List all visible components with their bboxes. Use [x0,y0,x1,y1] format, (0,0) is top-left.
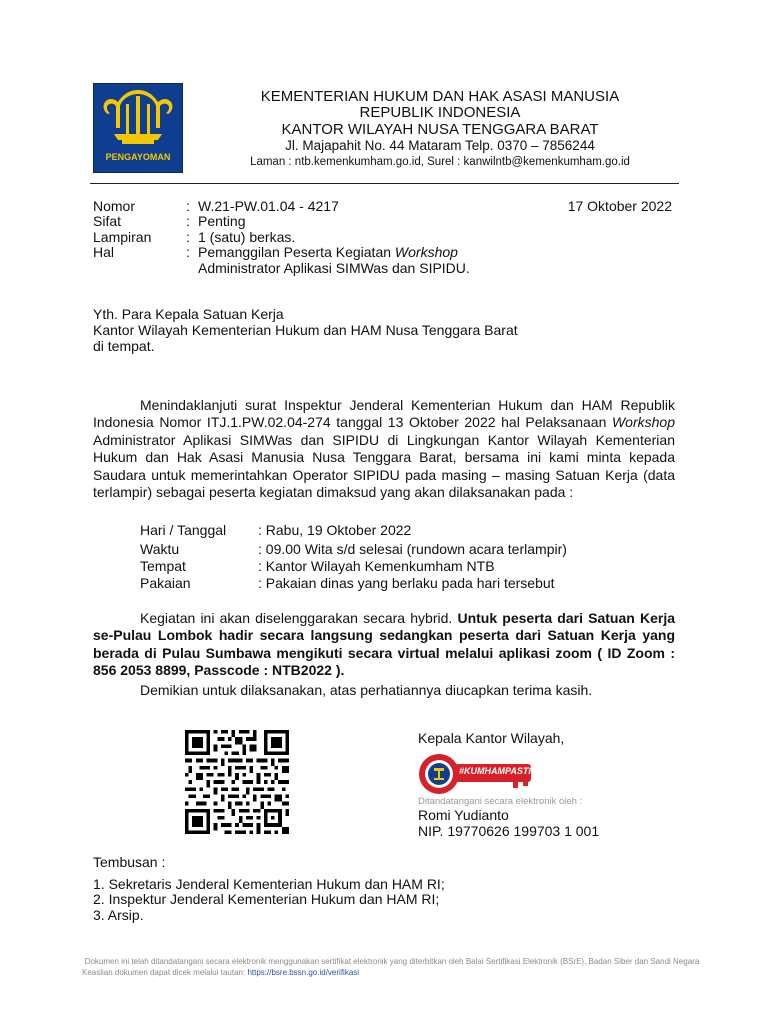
verification-link[interactable]: https://bsre.bssn.go.id/verifikasi [247,968,360,977]
p2-bold: Untuk peserta dari Satuan Kerja se-Pulau Lombok hadir secara langsung sedangkan peserta dari Satuan Kerja yang berada di Pulau Sumbawa mengikuti secara virtual melalui aplikasi zoom ( ID Zoom : 856 2053 8899, Passcode : NTB2022 ). [93,610,675,679]
letterhead-republic: REPUBLIK INDONESIA [359,104,521,121]
nomor-colon: : [186,198,190,214]
footer-line1: Dokumen ini telah ditandatangani secara elektronik menggunakan sertifikat elektronik yang diterbitkan oleh Balai Sertifikasi Elektronik (BSrE), Badan Siber dan Sandi Negara [84,957,700,966]
lampiran-value: 1 (satu) berkas. [198,229,296,245]
p1-text-b: Administrator Aplikasi SIMWas dan SIPIDU di Lingkungan Kantor Wilayah Kementerian Hukum dan Hak Asasi Manusia Nusa Tenggara Barat, bersama ini kami minta kepada Saudara untuk memerintahkan Operator SIPIDU pada masing – masing Satuan Kerja (data terlampir) sebagai peserta kegiatan dimaksud yang akan dilaksanakan pada : [93,431,675,501]
hal-italic: Workshop [394,244,458,260]
signature-title: Kepala Kantor Wilayah, [418,730,565,746]
qr-code-icon [185,730,289,834]
logo-text: PENGAYOMAN [105,152,171,162]
letter-date: 17 Oktober 2022 [567,198,672,214]
detail-value-date: : Rabu, 19 Oktober 2022 [258,522,412,538]
letterhead-ministry: KEMENTERIAN HUKUM DAN HAK ASASI MANUSIA [260,88,620,105]
sifat-label: Sifat [93,213,122,229]
p2-text: Kegiatan ini akan diselenggarakan secara hybrid. [140,610,458,626]
recipient-line1: Yth. Para Kepala Satuan Kerja [93,306,284,322]
detail-value-attire: : Pakaian dinas yang berlaku pada hari tersebut [258,575,555,591]
signed-note: Ditandatangani secara elektronik oleh : [418,796,583,807]
letterhead-office: KANTOR WILAYAH NUSA TENGGARA BARAT [281,121,599,138]
hal-line2: Administrator Aplikasi SIMWas dan SIPIDU. [198,260,470,276]
signer-nip: NIP. 19770626 199703 1 001 [418,823,600,839]
detail-label-attire: Pakaian [140,575,191,591]
p1-italic: Workshop [611,414,675,431]
lampiran-label: Lampiran [93,229,152,245]
header-divider [90,183,679,184]
hal-label: Hal [93,244,115,260]
detail-label-time: Waktu [140,541,180,557]
hal-value [198,244,458,261]
qr-code [185,730,289,834]
hal-colon: : [186,244,190,260]
recipient-line3: di tempat. [93,338,155,354]
sifat-value: Penting [198,213,246,229]
signer-name: Romi Yudianto [418,807,509,823]
kumhampasti-stamp [417,752,537,796]
letterhead-contact: Laman : ntb.kemenkumham.go.id, Surel : kanwilntb@kemenkumham.go.id [250,156,630,168]
body-paragraph-1 [93,397,675,501]
stamp-text: #KUMHAMPASTI [459,766,531,776]
detail-label-date: Hari / Tanggal [140,522,227,538]
tembusan-item-2: 2. Inspektur Jenderal Kementerian Hukum dan HAM RI; [93,891,440,907]
nomor-label: Nomor [93,198,136,214]
letterhead-address: Jl. Majapahit No. 44 Mataram Telp. 0370 – 7856244 [285,138,595,153]
nomor-value: W.21-PW.01.04 - 4217 [198,198,339,214]
detail-value-time: : 09.00 Wita s/d selesai (rundown acara terlampir) [258,541,567,557]
body-paragraph-2 [93,610,675,680]
hal-prefix: Pemanggilan Peserta Kegiatan [198,244,395,260]
tembusan-label: Tembusan : [93,854,166,870]
lampiran-colon: : [186,229,190,245]
tembusan-item-3: 3. Arsip. [93,907,144,923]
detail-value-place: : Kantor Wilayah Kemenkumham NTB [258,558,495,574]
sifat-colon: : [186,213,190,229]
tembusan-item-1: 1. Sekretaris Jenderal Kementerian Hukum dan HAM RI; [93,876,445,892]
p1-text-a: Menindaklanjuti surat Inspektur Jenderal Kementerian Hukum dan HAM Republik Indonesia Nomor ITJ.1.PW.02.04-274 tanggal 13 Oktober 2022 hal Pelaksanaan [93,397,675,431]
recipient-line2: Kantor Wilayah Kementerian Hukum dan HAM Nusa Tenggara Barat [93,322,518,338]
footer-verify-text: Keaslian dokumen dapat dicek melalui tautan: [82,968,248,977]
detail-label-place: Tempat [140,558,186,574]
footer-line2 [82,967,702,978]
body-paragraph-3: Demikian untuk dilaksanakan, atas perhatiannya diucapkan terima kasih. [140,682,593,698]
ministry-logo [93,83,183,173]
